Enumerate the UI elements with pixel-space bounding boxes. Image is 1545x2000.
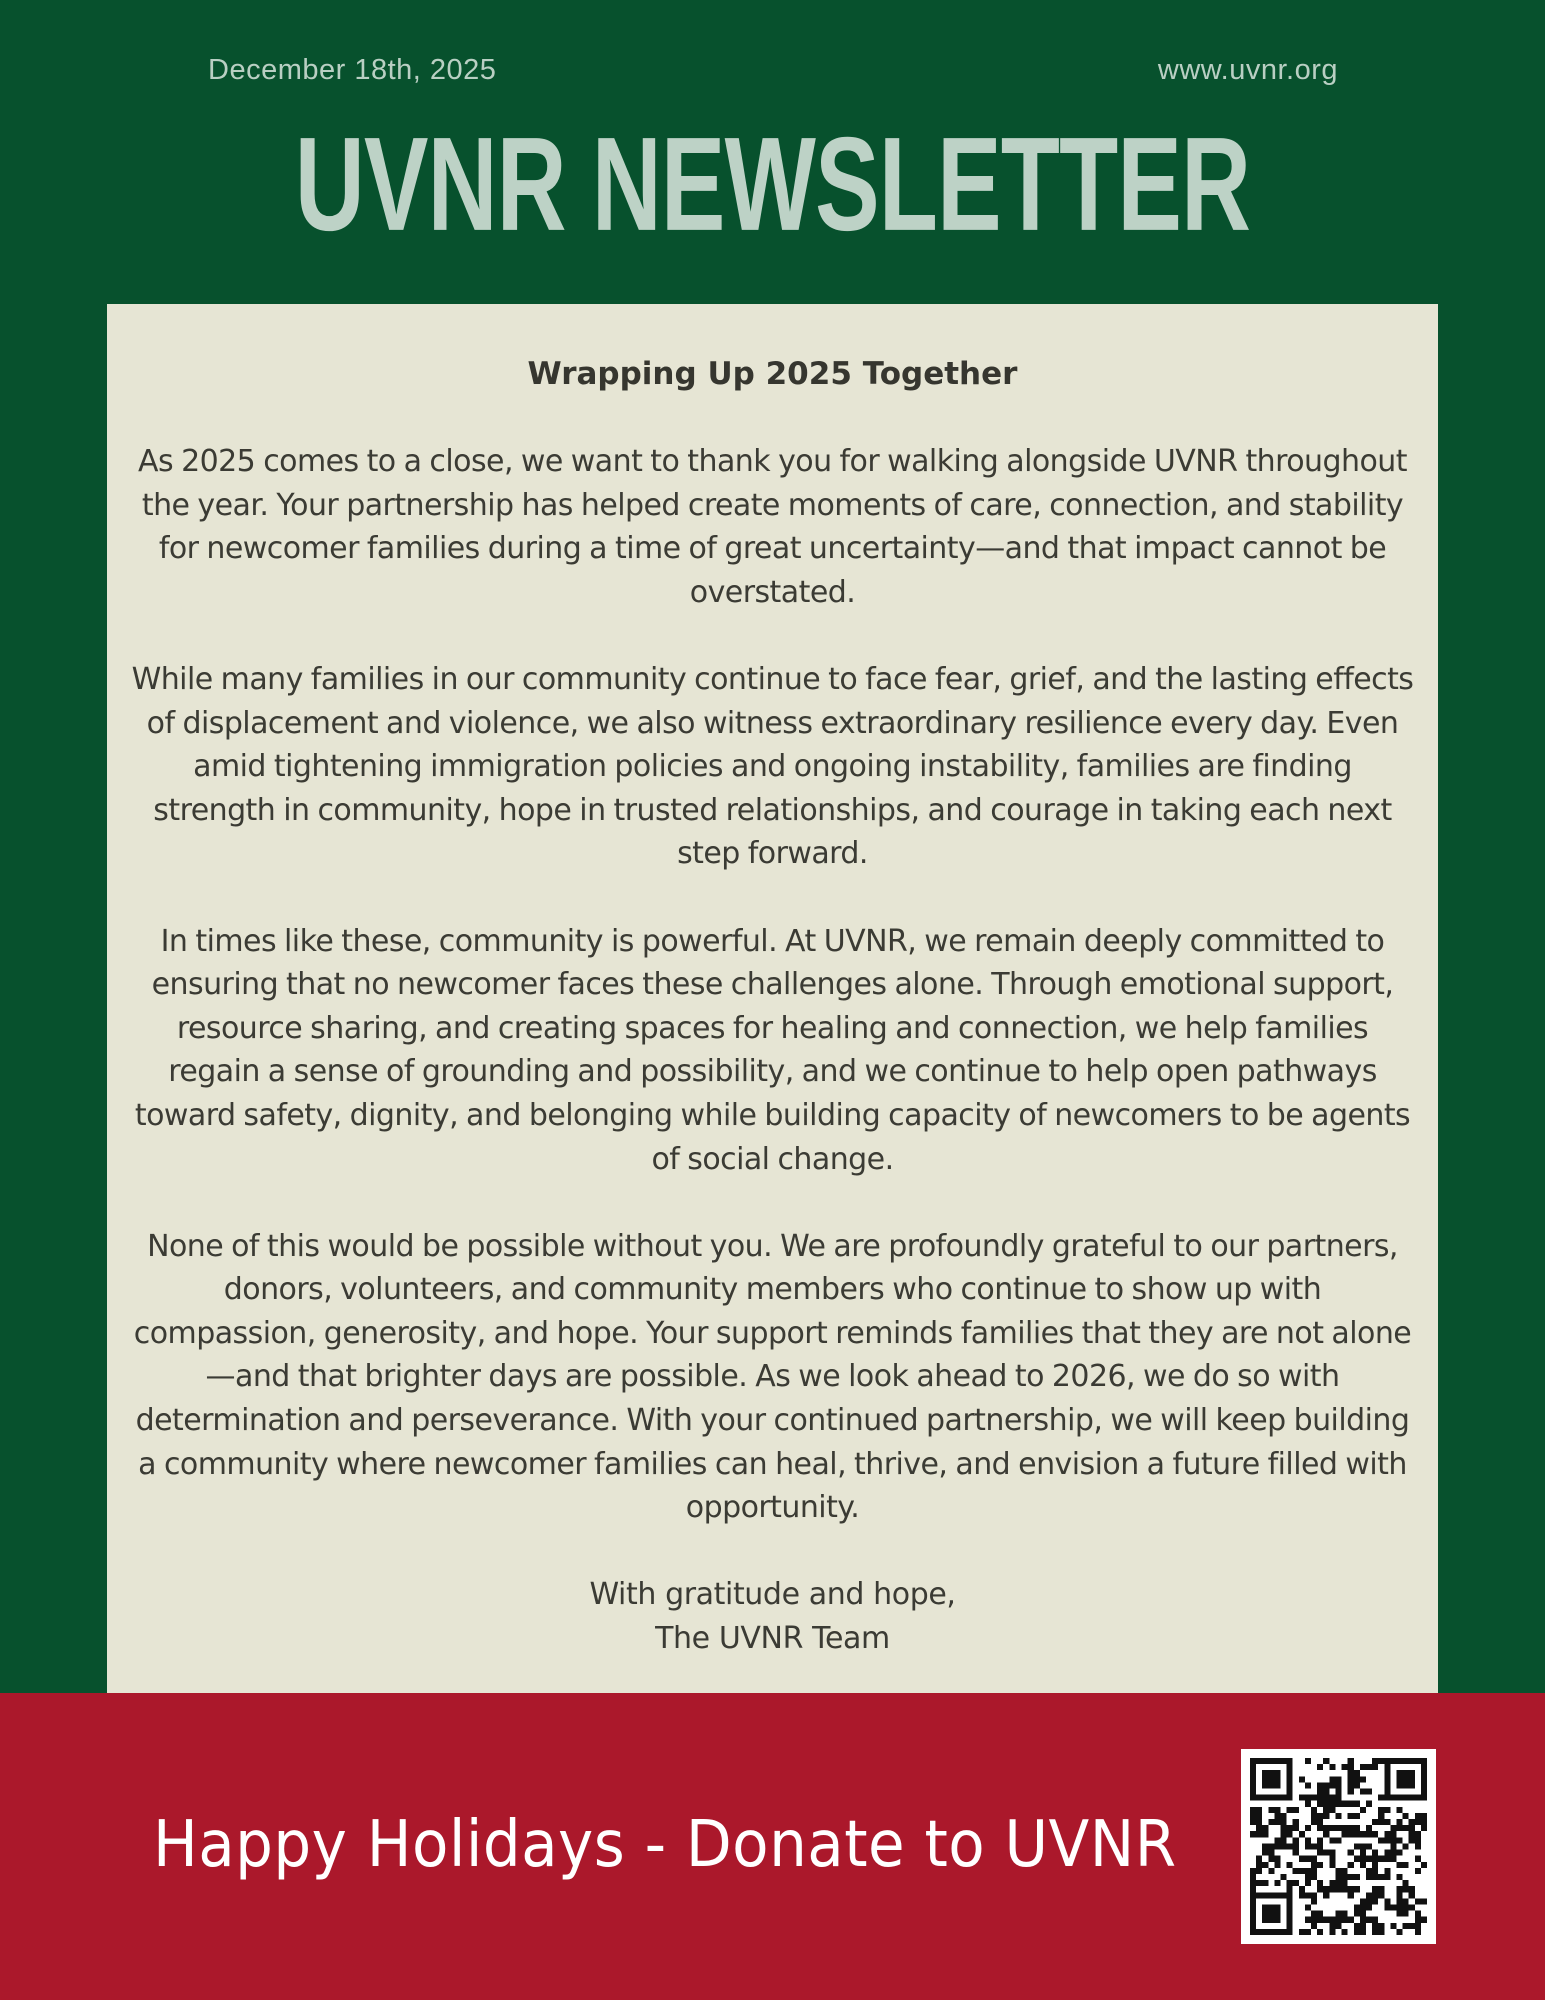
qr-code-icon[interactable]: [1241, 1749, 1436, 1944]
newsletter-title: UVNR NEWSLETTER: [294, 110, 1251, 260]
signoff-team: The UVNR Team: [655, 1621, 890, 1657]
article-body: [129, 352, 1416, 1661]
article-paragraph-1: As 2025 comes to a close, we want to thank you for walking alongside UVNR throughout the year. Your partnership has helped create moments of care, connection, and stability for newcomer families during a time of great uncertainty—and that impact cannot be overstated.: [138, 444, 1407, 610]
article-paragraph-3: In times like these, community is powerful. At UVNR, we remain deeply committed to ensuring that no newcomer faces these challenges alone. Through emotional support, resource sharing, and creating spaces for healing and connection, we help families regain a sense of grounding and possibility, and we continue to help open pathways toward safety, dignity, and belonging while building capacity of newcomers to be agents of social change.: [134, 923, 1411, 1177]
qr-code-graphic: [1250, 1758, 1427, 1935]
article-paragraph-2: While many families in our community continue to face fear, grief, and the lasting effects of displacement and violence, we also witness extraordinary resilience every day. Even amid tightening immigration policies and ongoing instability, families are finding strength in community, hope in trusted relationships, and courage in taking each next step forward.: [131, 661, 1414, 872]
qr-modules: [1250, 1758, 1427, 1935]
donate-call-to-action[interactable]: Happy Holidays - Donate to UVNR: [153, 1808, 1177, 1882]
signoff-greeting: With gratitude and hope,: [589, 1577, 956, 1613]
website-link[interactable]: www.uvnr.org: [1157, 54, 1338, 86]
article-paragraph-4: None of this would be possible without you. We are profoundly grateful to our partners, donors, volunteers, and community members who continue to show up with compassion, generosity, and hope. Your support reminds families that they are not alone—and that brighter days are possible. As we look ahead to 2026, we do so with determination and perseverance. With your continued partnership, we will keep building a community where newcomer families can heal, thrive, and envision a future filled with opportunity.: [133, 1228, 1412, 1526]
article-card: [107, 304, 1438, 1694]
article-heading: Wrapping Up 2025 Together: [527, 356, 1018, 392]
title-wrapper: [0, 110, 1545, 260]
newsletter-date: December 18th, 2025: [208, 54, 497, 86]
donate-footer: [0, 1693, 1545, 2000]
